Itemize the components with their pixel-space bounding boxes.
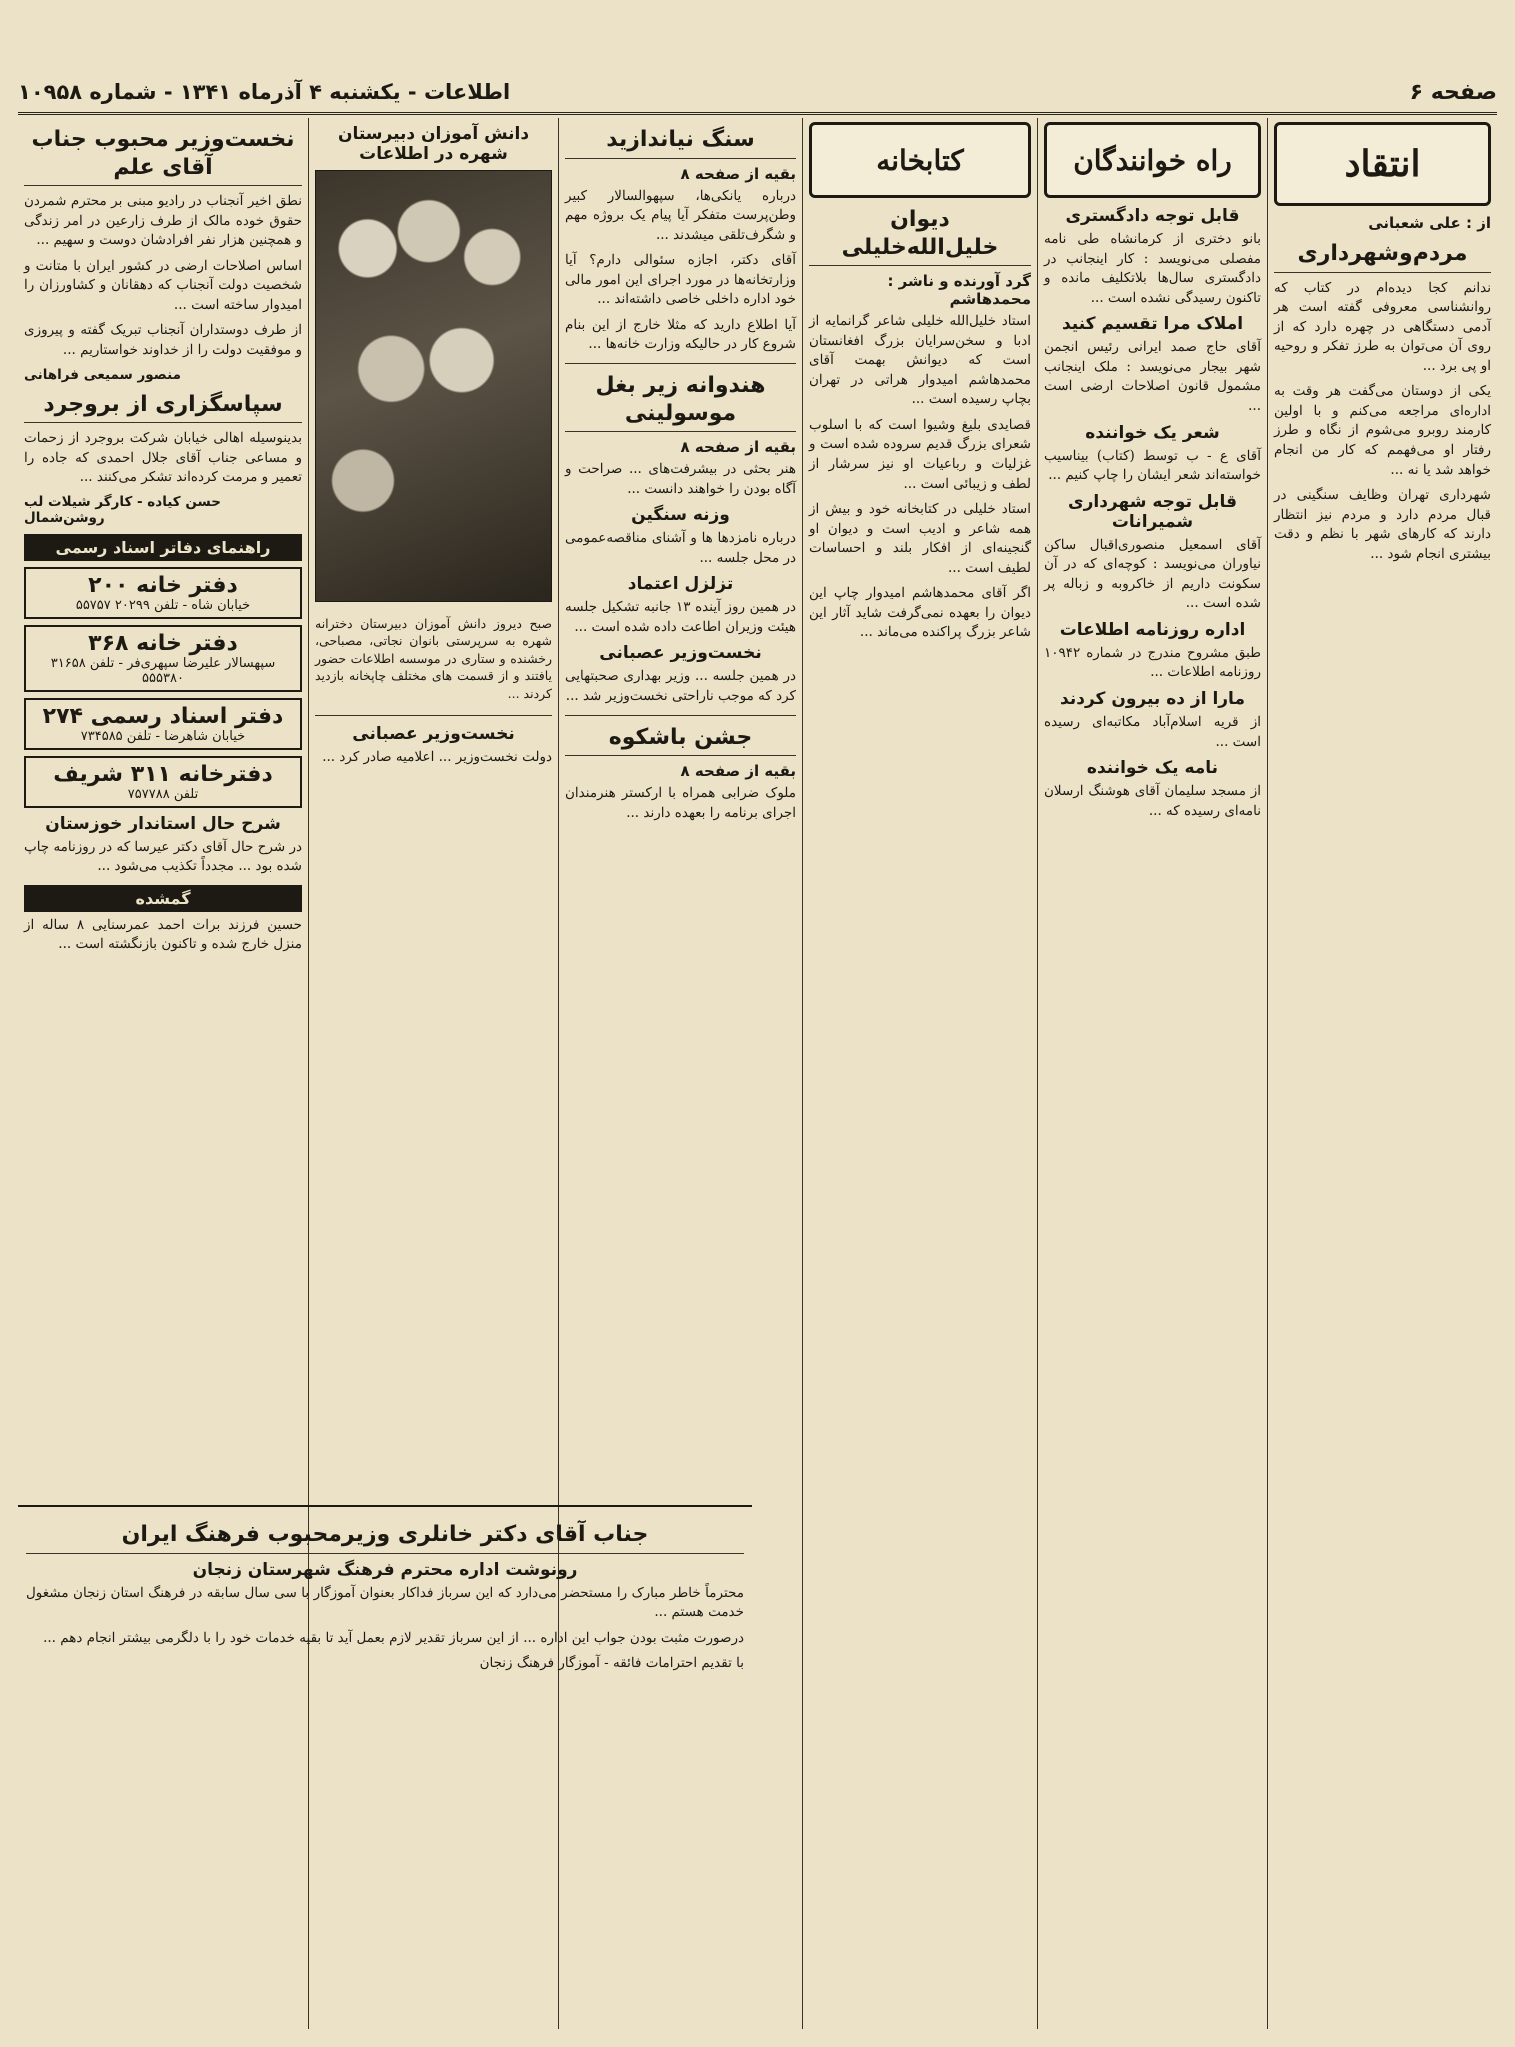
headline-mussolini: هندوانه زیر بغل موسولینی <box>565 372 796 432</box>
article-paragraph: ندانم کجا دیده‌ام در کتاب که روانشناسی معروفی گفته است هر آدمی دستگاهی در چهره دارد که از روی آن می‌توان به طرز تفکر و روحیه او پی برد ... <box>1274 279 1491 374</box>
article-paragraph: از طرف دوستداران آنجناب تبریک گفته و پیروزی و موفقیت دولت را از خداوند خواستاریم ... <box>24 322 302 358</box>
headline-prime-minister: نخست‌وزیر محبوب جناب آقای علم <box>24 126 302 186</box>
letter-heading: شعر یک خواننده <box>1085 422 1220 443</box>
bottom-letter <box>18 1505 752 2025</box>
article-paragraph: اساس اصلاحات ارضی در کشور ایران با متانت و شخصیت دولت آنجناب که دهقانان و کشاورزان را امیدوار ساخته است ... <box>24 257 302 313</box>
headline-thanks-borujerd: سپاسگزاری از بروجرد <box>24 391 302 424</box>
column-library <box>802 118 1037 2029</box>
date-line: اطلاعات - یکشنبه ۴ آذرماه ۱۳۴۱ - شماره ۱۰۹۵۸ <box>18 80 511 104</box>
notary-details: خیابان شاه - تلفن ۲۰۲۹۹ ۵۵۷۵۷ <box>75 597 251 613</box>
article-paragraph: بدینوسیله اهالی خیابان شرکت بروجرد از زحمات و مساعی جناب آقای جلال احمدی که جاده را تعمیر و مرمت کرده‌اند تشکر می‌کنند ... <box>24 430 302 486</box>
letter-text: از قریه اسلام‌آباد مکاتبه‌ای رسیده است ... <box>1044 714 1261 750</box>
letter-heading: قابل توجه دادگستری <box>1065 206 1240 226</box>
column-criticism <box>1267 118 1497 2029</box>
divider <box>565 363 796 364</box>
article-paragraph: آیا اطلاع دارید که مثلا خارج از این بنام شروع کار در حالیکه وزارت خانه‌ها ... <box>565 316 796 353</box>
letter-text: آقای ع - ب توسط (کتاب) بیناسیب خواسته‌اند شعر ایشان را چاپ کنیم ... <box>1044 447 1261 484</box>
headline-dont-throw-stones: سنگ نیاندازید <box>565 126 796 159</box>
notary-details: خیابان شاهرضا - تلفن ۷۳۴۵۸۵ <box>80 728 246 744</box>
headline-people-municipality: مردم‌و‌شهرداری <box>1274 240 1491 273</box>
subheading: نخست‌وزیر عصبانی <box>352 723 515 744</box>
notary-title: دفتر خانه ۳۶۸ <box>88 630 238 656</box>
missing-person-banner: گمشده <box>24 885 302 912</box>
article-paragraph: هنر بحثی در بیشرفت‌های ... صراحت و آگاه بودن را خواهند دانست ... <box>565 461 796 497</box>
notary-guide-banner: راهنمای دفاتر اسناد رسمی <box>24 534 302 561</box>
letter-text: بانو دختری از کرمانشاه طی نامه مفصلی می‌نویسد : کار اینجانب در دادگستری سال‌ها بلاتکلیف مانده و تاکنون رسیدگی نشده است ... <box>1044 231 1261 306</box>
continued-label: بقیه از صفحه ۸ <box>680 164 796 183</box>
notary-details: سپهسالار علیرضا سپهری‌فر - تلفن ۳۱۶۵۸ ۵۵۵۳۸۰ <box>50 655 276 686</box>
headline-khalili-divan: دیوان خلیل‌الله‌خلیلی <box>809 206 1031 266</box>
subheading: نخست‌وزیر عصبانی <box>599 643 762 664</box>
article-paragraph: یکی از دوستان می‌گفت هر وقت به اداره‌ای مراجعه می‌کنم و با اولین کارمند روبرو می‌شوم از نگاه و طرز رفتار او می‌فهمم که کار من انجام خواهد شد یا نه ... <box>1274 383 1491 478</box>
subheading: وزنه سنگین <box>631 505 730 526</box>
article-paragraph: در همین جلسه ... وزیر بهداری صحبتهایی کرد که موجب ناراحتی نخست‌وزیر شد ... <box>565 668 796 704</box>
notary-title: دفتر اسناد رسمی ۲۷۴ <box>42 703 284 729</box>
article-paragraph: ملوک ضرابی همراه با ارکستر هنرمندان اجرای برنامه را بعهده دارند ... <box>565 785 796 821</box>
notary-title: دفتر خانه ۲۰۰ <box>88 572 238 598</box>
article-paragraph: اگر آقای محمدهاشم امیدوار چاپ این دیوان را بعهده نمی‌گرفت شاید آثار این شاعر بزرگ پراکنده می‌ماند ... <box>809 585 1031 641</box>
letter-heading: مارا از ده بیرون کردند <box>1060 689 1245 709</box>
article-paragraph: آقای دکتر، اجازه سئوالی دارم؟ آیا وزارتخانه‌ها در مورد اجرای این امور مالی خود اداره داخلی خاصی داشته‌اند ... <box>565 252 796 308</box>
letter-text: از مسجد سلیمان آقای هوشنگ ارسلان نامه‌ای رسیده که ... <box>1044 783 1261 819</box>
article-paragraph: حسین فرزند برات احمد عمرسنایی ۸ ساله از منزل خارج شده و تاکنون بازنگشته است ... <box>24 916 302 953</box>
notary-ad <box>24 567 302 619</box>
notary-title: دفترخانه ۳۱۱ شریف <box>53 761 273 787</box>
article-paragraph: نطق اخیر آنجناب در رادیو مبنی بر محترم شمردن حقوق خوده مالک از طرف زارعین در امر زندگی و همچنین هزار نفر افرادشان دوست و سهیم ... <box>24 193 302 249</box>
letter-heading: اداره روزنامه اطلاعات <box>1059 619 1246 640</box>
article-paragraph: استاد خلیلی در کتابخانه خود و بیش از همه شاعر و ادیب است و دیوان او گنجینه‌ای از افکار بلند و احساسات لطیف است ... <box>809 501 1031 576</box>
subheading: رونوشت اداره محترم فرهنگ شهرستان زنجان <box>192 1559 578 1580</box>
article-paragraph: قصایدی بلیغ وشیوا است که با اسلوب شعرای بزرگ قدیم سروده شده است و غزلیات و رباعیات او نیز سرشار از لطف و زیبائی است ... <box>809 416 1031 492</box>
article-paragraph: درصورت مثبت بودن جواب این اداره ... از این سرباز تقدیر لازم بعمل آید تا بقیه خدمات خود را با دلگرمی بیشتر انجام دهم ... <box>43 1629 744 1646</box>
article-paragraph: در همین روز آینده ۱۳ جانبه تشکیل جلسه هیئت وزیران اطاعت داده شده است ... <box>565 599 796 635</box>
article-paragraph: در شرح حال آقای دکتر عیرسا که در روزنامه چاپ شده بود ... مجدداً تکذیب می‌شود ... <box>23 838 302 875</box>
notary-ad <box>24 698 302 750</box>
masthead <box>18 72 1497 115</box>
letter-heading: نامه یک خواننده <box>1086 758 1219 779</box>
notary-details: تلفن ۷۵۷۷۸۸ <box>127 786 199 802</box>
article-paragraph: دولت نخست‌وزیر ... اعلامیه صادر کرد ... <box>322 748 552 765</box>
divider <box>315 715 552 716</box>
article-paragraph: با تقدیم احترامات فائقه - آموزگار فرهنگ زنجان <box>479 1655 744 1672</box>
notary-ad <box>24 756 302 808</box>
students-photo <box>315 170 552 602</box>
signature: منصور سمیعی فراهانی <box>24 366 181 383</box>
publisher-line: گرد آورنده و ناشر : محمدهاشم <box>887 272 1031 308</box>
readers-logo: راه خوانندگان <box>1044 122 1261 198</box>
subheading: تزلزل اعتماد <box>627 574 734 595</box>
article-paragraph: محترماً خاطر مبارک را مستحضر می‌دارد که این سرباز فداکار بعنوان آموزگار با سی سال سابقه در فرهنگ استان زنجان مشغول خدمت هستم ... <box>26 1584 744 1621</box>
page-number: صفحه ۶ <box>1409 79 1497 105</box>
headline-celebration: جشن باشکوه <box>565 724 796 757</box>
article-paragraph: درباره یانکی‌ها، سپهوالسالار کبیر وطن‌پرست متفکر آیا پیام یک بروژه مهم و شگرف‌تلقی میشدند ... <box>565 187 796 243</box>
headline-khanlari: جناب آقای دکتر خانلری وزیرمحبوب فرهنگ ایران <box>26 1521 744 1554</box>
continued-label: بقیه از صفحه ۸ <box>680 438 796 456</box>
letter-heading: املاک مرا تقسیم کنید <box>1061 314 1244 335</box>
signature: حسن کیاده - کارگر شیلات لب روشن‌شمال <box>24 493 221 526</box>
letter-text: آقای حاج صمد ایرانی رئیس انجمن شهر بیجار می‌نویسد : ملک اینجانب مشمول قانون اصلاحات ارضی است ... <box>1044 339 1261 414</box>
letter-heading: قابل توجه شهرداری شمیرانات <box>1068 491 1237 532</box>
notary-ad <box>24 625 302 692</box>
library-logo: کتابخانه <box>809 122 1031 198</box>
criticism-logo: انتقاد <box>1274 122 1491 206</box>
continued-label: بقیه از صفحه ۸ <box>680 762 796 780</box>
byline: از : علی شعبانی <box>1368 214 1491 232</box>
divider <box>565 715 796 716</box>
column-readers <box>1037 118 1267 2029</box>
letter-text: آقای اسمعیل منصوری‌اقبال ساکن نیاوران می‌نویسد : کوچه‌ای که در آن سکونت داریم از خاکروبه و زباله پر شده است ... <box>1044 536 1261 612</box>
article-paragraph: استاد خلیل‌الله خلیلی شاعر گرانمایه از ادبا و سخن‌سرایان بزرگ افغانستان است که دیوانش بهمت آقای محمدهاشم امیدوار هراتی در تهران بچاپ رسیده است ... <box>809 313 1031 408</box>
letter-text: طبق مشروح مندرج در شماره ۱۰۹۴۲ روزنامه اطلاعات ... <box>1044 644 1261 681</box>
subheading: شرح حال استاندار خوزستان <box>45 813 281 834</box>
photo-caption: صبح دیروز دانش آموزان دبیرستان دخترانه شهره به سرپرستی بانوان نجاتی، مصباحی، رخشنده و ستاری در موسسه اطلاعات حضور یافتند و از قسمت های مختلف چاپخانه بازدید کردند ... <box>315 615 552 701</box>
article-paragraph: شهرداری تهران وظایف سنگینی در قبال مردم دارد و مردم نیز انتظار دارند که کارهای شهر با نظم و دقت بیشتری انجام شود ... <box>1274 487 1491 562</box>
article-paragraph: درباره نامزدها ها و آشنای مناقصه‌عمومی در محل جلسه ... <box>565 530 796 566</box>
photo-headline: دانش آموزان دبیرستان شهره در اطلاعات <box>337 124 530 164</box>
